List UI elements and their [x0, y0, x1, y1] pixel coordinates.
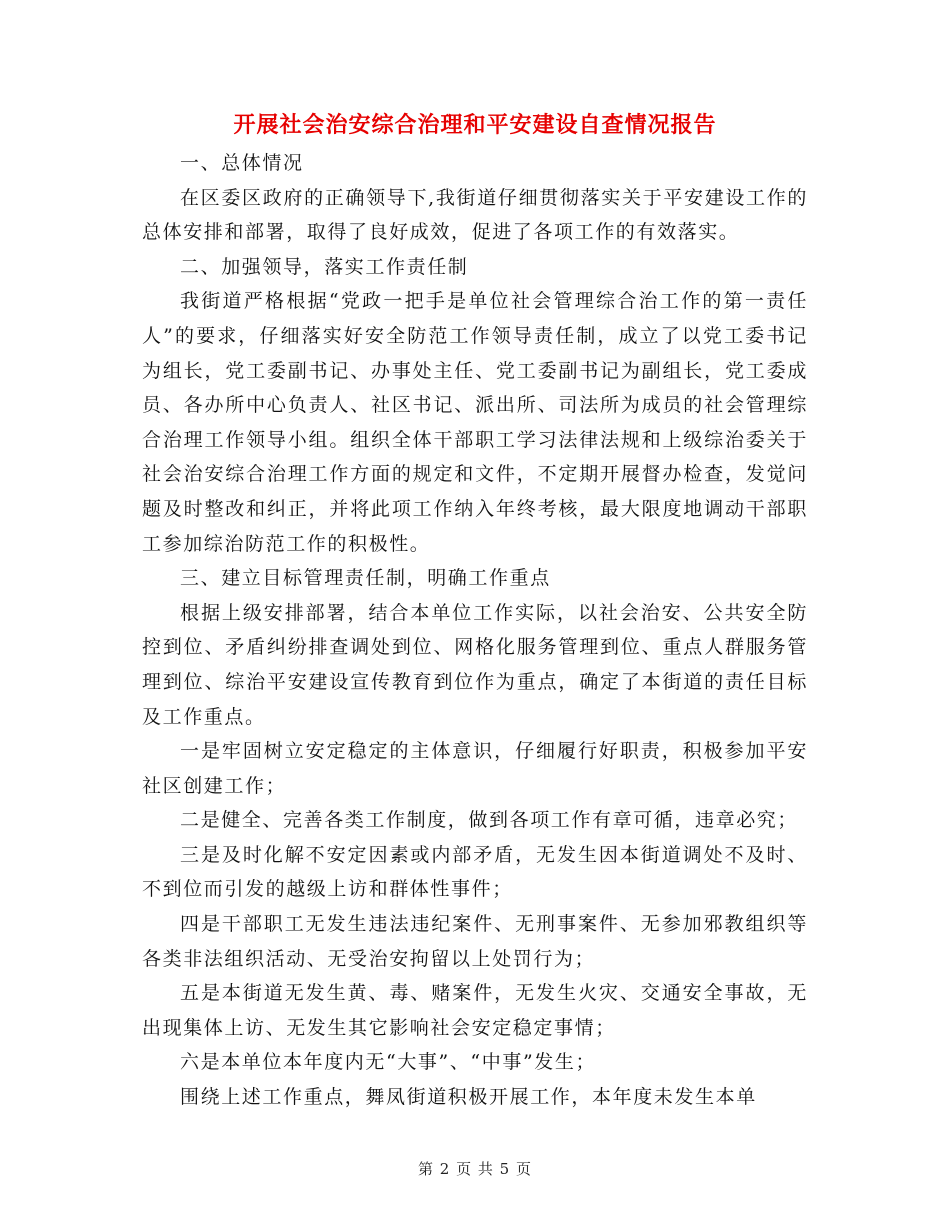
- document-body: [142, 146, 808, 1115]
- list-item: 二是健全、完善各类工作制度，做到各项工作有章可循，违章必究；: [180, 809, 799, 832]
- paragraph: 根据上级安排部署，结合本单位工作实际，以社会治安、公共安全防控到位、矛盾纠纷排查调处到位、网格化服务管理到位、重点人群服务管理到位、综治平安建设宣传教育到位作为重点，确定了本街道的责任目标及工作重点。: [142, 601, 808, 728]
- list-item: 四是干部职工无发生违法违纪案件、无刑事案件、无参加邪教组织等各类非法组织活动、无受治安拘留以上处罚行为；: [142, 913, 808, 970]
- paragraph: 我街道严格根据“党政一把手是单位社会管理综合治工作的第一责任人”的要求，仔细落实好安全防范工作领导责任制，成立了以党工委书记为组长，党工委副书记、办事处主任、党工委副书记为副组长，党工委成员、各办所中心负责人、社区书记、派出所、司法所为成员的社会管理综合治理工作领导小组。组织全体干部职工学习法律法规和上级综治委关于社会治安综合治理工作方面的规定和文件，不定期开展督办检查，发觉问题及时整改和纠正，并将此项工作纳入年终考核，最大限度地调动干部职工参加综治防范工作的积极性。: [142, 290, 808, 555]
- list-item: 一是牢固树立安定稳定的主体意识，仔细履行好职责，积极参加平安社区创建工作；: [142, 740, 808, 797]
- paragraph: 在区委区政府的正确领导下,我街道仔细贯彻落实关于平安建设工作的总体安排和部署，取得了良好成效，促进了各项工作的有效落实。: [142, 186, 808, 244]
- document-title: 开展社会治安综合治理和平安建设自查情况报告: [233, 113, 717, 138]
- section-heading: 一、总体情况: [180, 152, 304, 174]
- section-heading: 三、建立目标管理责任制，明确工作重点: [180, 567, 551, 590]
- list-item: 三是及时化解不安定因素或内部矛盾，无发生因本街道调处不及时、不到位而引发的越级上访和群体性事件；: [142, 843, 808, 901]
- section-heading: 二、加强领导，落实工作责任制: [180, 255, 469, 278]
- paragraph: 围绕上述工作重点，舞凤街道积极开展工作，本年度未发生本单: [180, 1086, 757, 1109]
- list-item: 六是本单位本年度内无“大事”、“中事”发生；: [180, 1051, 597, 1074]
- list-item: 五是本街道无发生黄、毒、赌案件，无发生火灾、交通安全事故，无出现集体上访、无发生其它影响社会安定稳定事情；: [142, 982, 808, 1039]
- page-number-footer: 第 2 页 共 5 页: [418, 1160, 532, 1178]
